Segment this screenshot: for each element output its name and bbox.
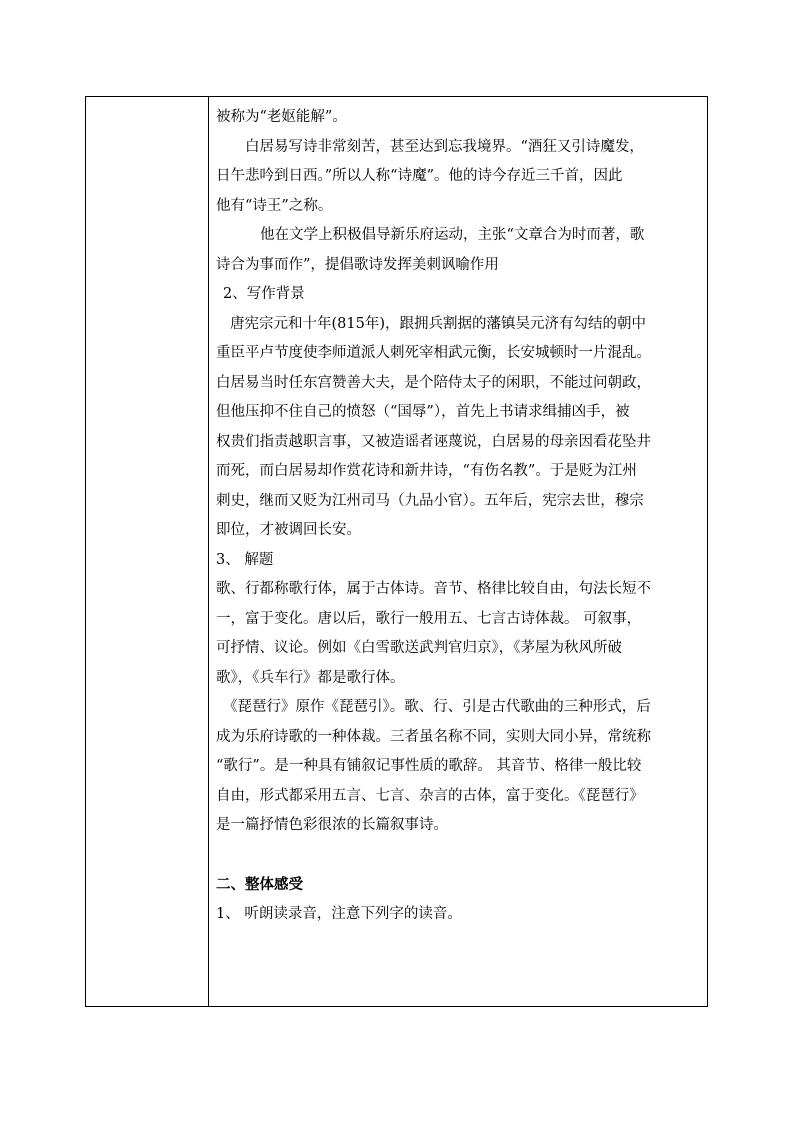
text-line: 是一篇抒情色彩很浓的长篇叙事诗。 bbox=[216, 817, 448, 833]
text-line: 但他压抑不住自己的愤怒（“国辱”），首先上书请求缉捕凶手，被 bbox=[216, 404, 630, 420]
text-line: 被称为“老妪能解”。 bbox=[216, 109, 347, 125]
text-line: 成为乐府诗歌的一种体裁。三者虽名称不同，实则大同小异，常统称 bbox=[216, 728, 651, 745]
table-content-cell bbox=[216, 103, 704, 929]
text-line: 自由，形式都采用五言、七言、杂言的古体，富于变化。《琵琶行》 bbox=[216, 787, 644, 804]
text-line: 白居易当时任东宫赞善大夫，是个陪侍太子的闲职，不能过问朝政， bbox=[216, 374, 651, 391]
text-line: “歌行”。是一种具有铺叙记事性质的歌辞。 其音节、格律一般比较 bbox=[216, 758, 642, 774]
text-line: 他在文学上积极倡导新乐府运动，主张“文章合为时而著，歌 bbox=[260, 227, 645, 243]
text-line: 权贵们指责越职言事，又被造谣者诬蔑说，白居易的母亲因看花坠井 bbox=[216, 433, 651, 450]
text-line: 重臣平卢节度使李师道派人刺死宰相武元衡，长安城顿时一片混乱。 bbox=[216, 345, 651, 361]
text-line: 日午悲吟到日西。”所以人称“诗魔”。他的诗今存近三千首，因此 bbox=[216, 168, 623, 184]
section-heading: 3、 解题 bbox=[216, 551, 274, 568]
text-line: 1、 听朗读录音，注意下列字的读音。 bbox=[216, 905, 462, 922]
text-line: 刺史，继而又贬为江州司马（九品小官）。五年后，宪宗去世，穆宗 bbox=[216, 492, 644, 509]
section-heading: 2、写作背景 bbox=[223, 286, 305, 302]
section-heading: 二、整体感受 bbox=[216, 876, 303, 893]
text-line: 歌》，《兵车行》都是歌行体。 bbox=[216, 669, 405, 686]
text-line: 《琵琶行》原作《琵琶引》。歌、行、引是古代歌曲的三种形式，后 bbox=[223, 699, 651, 715]
text-line: 歌、行都称歌行体，属于古体诗。音节、格律比较自由，句法长短不 bbox=[216, 581, 651, 597]
text-line: 诗合为事而作”，提倡歌诗发挥美刺讽喻作用 bbox=[216, 256, 499, 273]
text-line: 白居易写诗非常刻苦，甚至达到忘我境界。“酒狂又引诗魔发， bbox=[245, 138, 644, 155]
blank-line bbox=[216, 841, 704, 871]
text-line: 一，富于变化。唐以后，歌行一般用五、七言古诗体裁。 可叙事， bbox=[216, 610, 642, 627]
text-line: 可抒情、议论。例如《白雪歌送武判官归京》，《茅屋为秋风所破 bbox=[216, 640, 622, 656]
text-line: 即位，才被调回长安。 bbox=[216, 522, 361, 538]
document-table bbox=[85, 96, 708, 1007]
text-line: 唐宪宗元和十年(815年)，跟拥兵割据的藩镇吴元济有勾结的朝中 bbox=[230, 315, 646, 332]
text-line: 他有“诗王”之称。 bbox=[216, 197, 333, 214]
column-divider bbox=[208, 97, 209, 1006]
text-line: 而死，而白居易却作赏花诗和新井诗，“有伤名教”。于是贬为江州 bbox=[216, 463, 637, 479]
